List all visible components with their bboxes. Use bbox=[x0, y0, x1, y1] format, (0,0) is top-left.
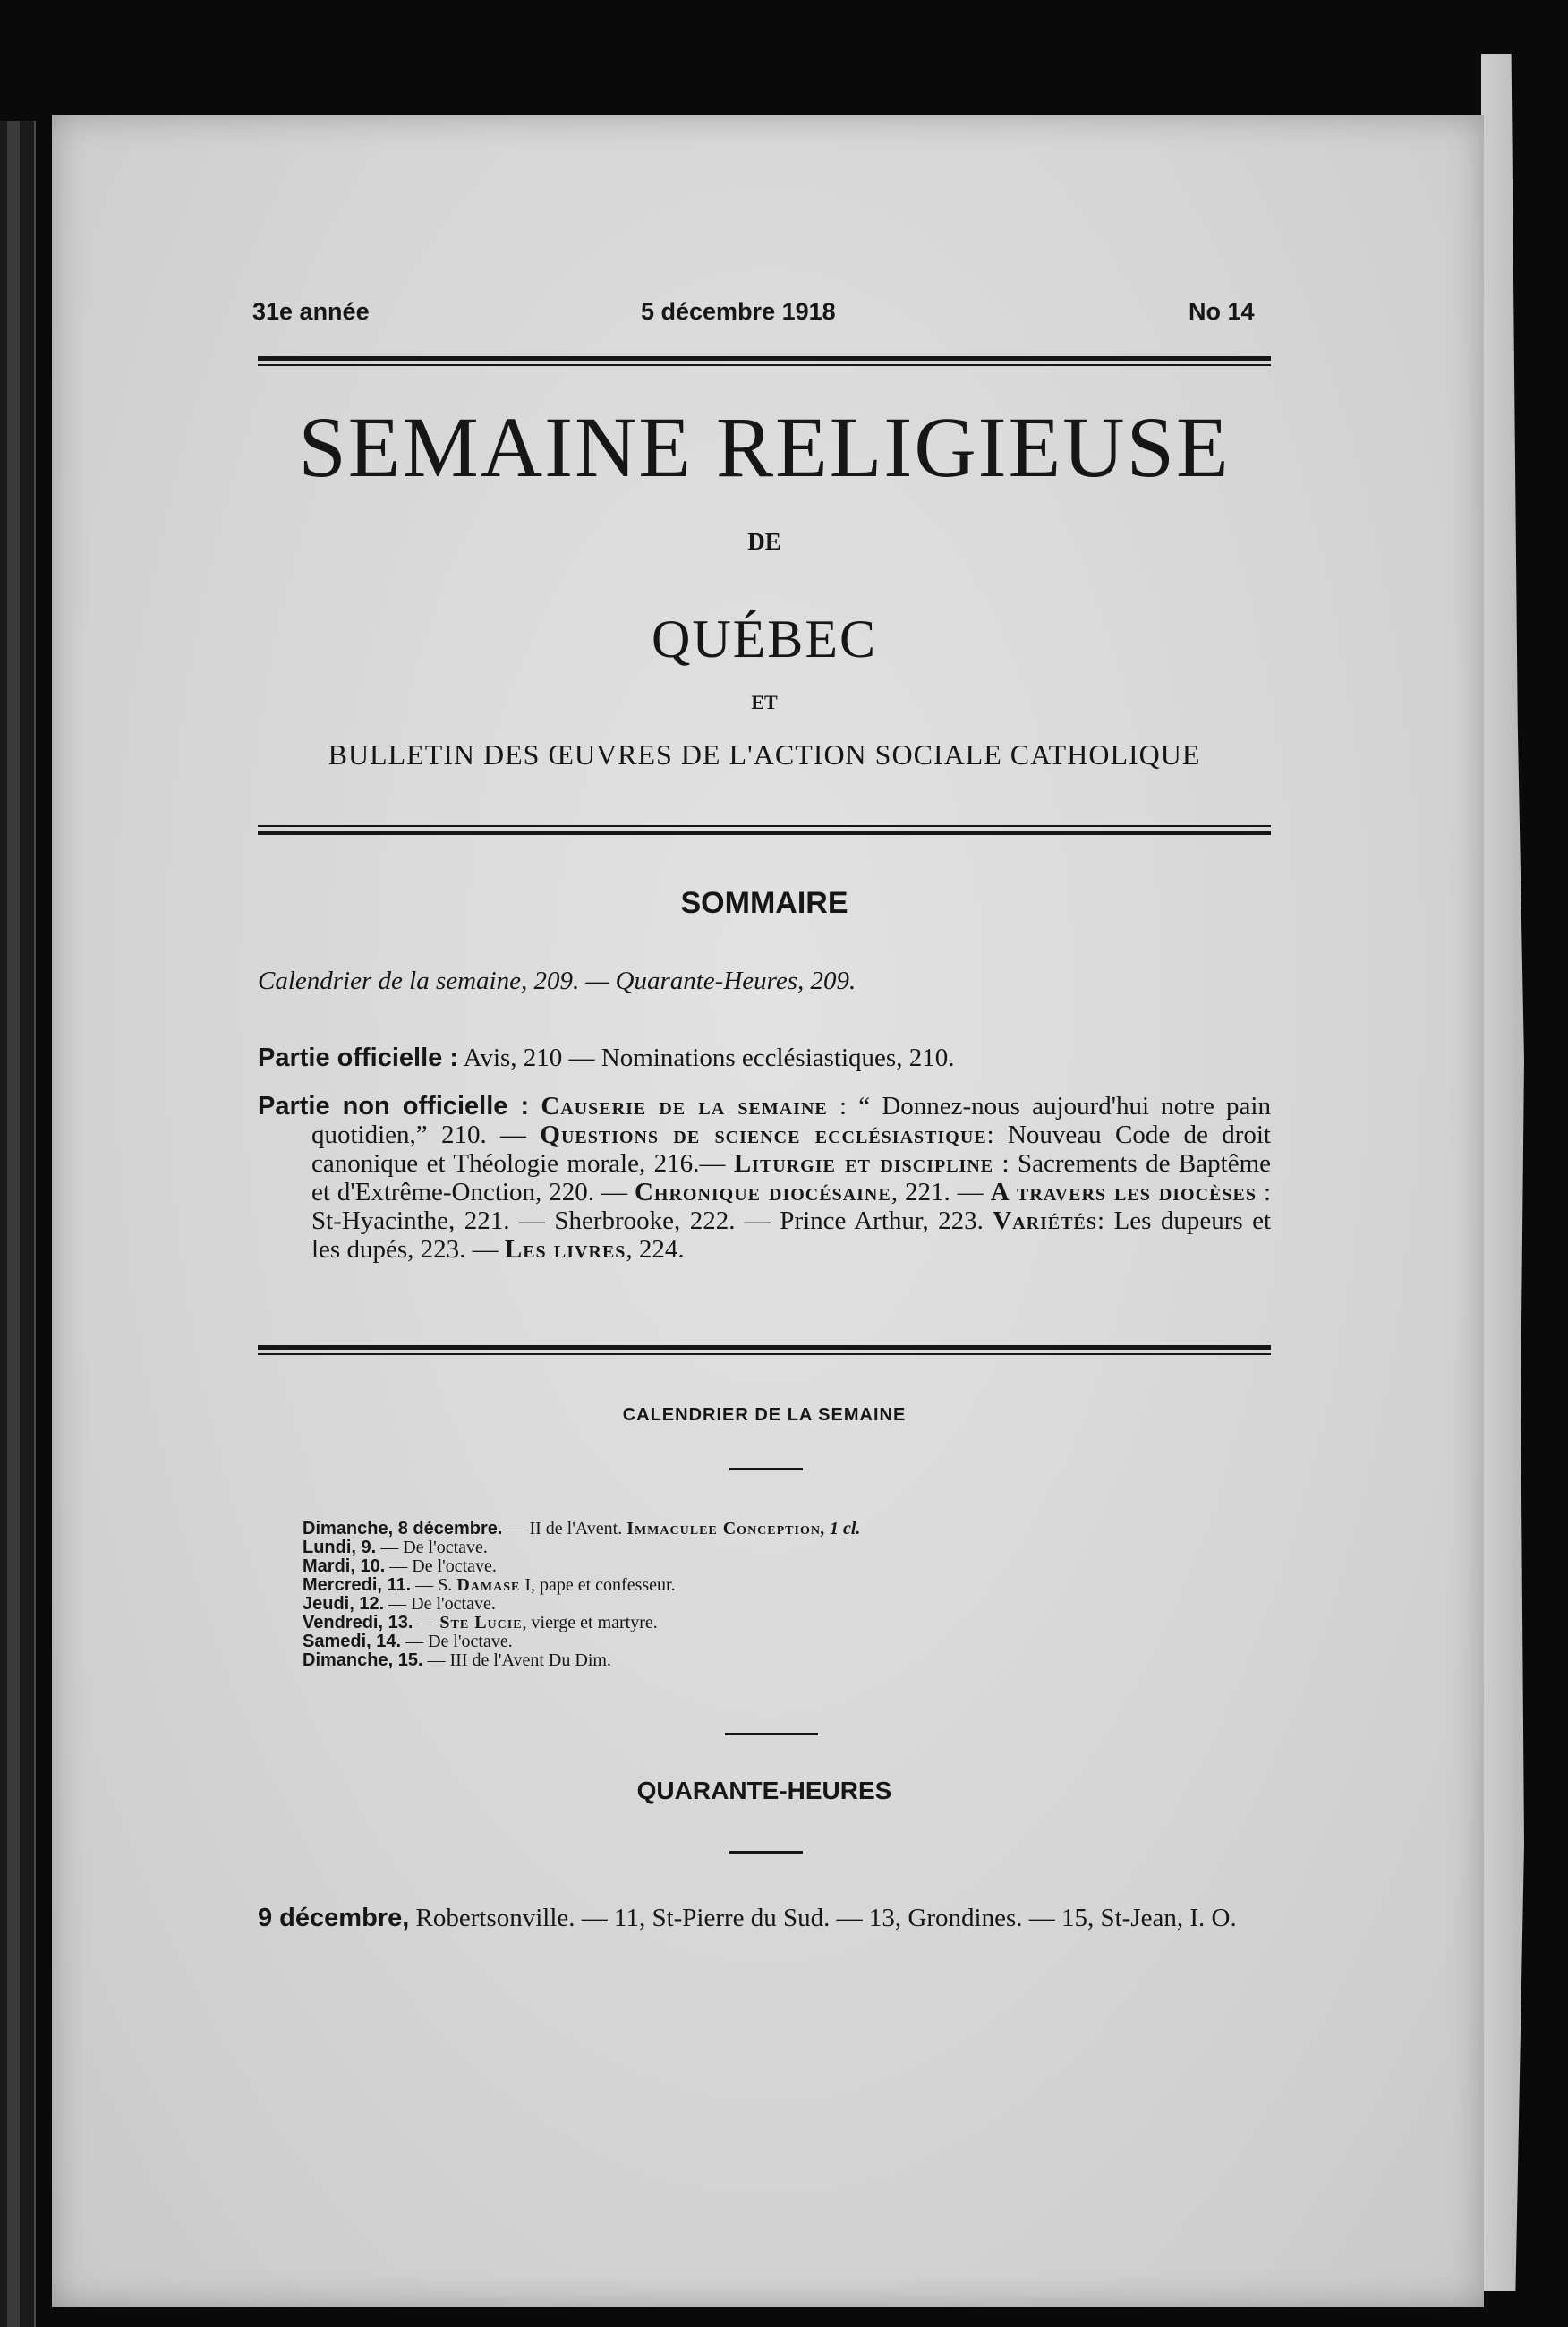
calendar-day: Jeudi, 12. bbox=[303, 1594, 385, 1614]
calendar-text: — De l'octave. bbox=[376, 1538, 488, 1557]
year-label: 31e année bbox=[252, 298, 370, 325]
summary-text-5: : St-Hyacinthe, 221. — Sherbrooke, 222. — Prince Arthur, 223. bbox=[311, 1178, 1272, 1235]
top-double-rule bbox=[258, 356, 1271, 366]
calendar-day: Samedi, 14. bbox=[303, 1632, 402, 1651]
issue-number: No 14 bbox=[1189, 298, 1255, 325]
masthead-et: ET bbox=[751, 691, 778, 713]
summary-text-1: : “ Donnez-nous aujourd'hui notre pain quotidien,” 210. — bbox=[311, 1092, 1271, 1149]
partie-officielle bbox=[258, 1044, 1271, 1072]
calendar-row bbox=[303, 1614, 1197, 1632]
masthead-bottom-rule bbox=[258, 825, 1271, 835]
partie-officielle-text: Avis, 210 — Nominations ecclésiastiques, 210. bbox=[463, 1044, 955, 1072]
summary-text-6: : Les dupeurs et les dupés, 223. — bbox=[311, 1206, 1272, 1264]
calendar-row bbox=[303, 1557, 1197, 1576]
calendar-row bbox=[303, 1595, 1197, 1614]
chronique-rubric: Chronique diocésaine bbox=[634, 1178, 891, 1206]
calendar-tail: , vierge et martyre. bbox=[522, 1613, 658, 1632]
calendar-row bbox=[303, 1539, 1197, 1557]
quarante-heures-text bbox=[258, 1905, 1271, 1932]
calendar-day: Dimanche, 8 décembre. bbox=[303, 1519, 503, 1539]
masthead-bulletin: BULLETIN DES ŒUVRES DE L'ACTION SOCIALE CATHOLIQUE bbox=[328, 738, 1201, 771]
partie-non-officielle-label: Partie non officielle : bbox=[258, 1092, 530, 1121]
calendar-text: — bbox=[413, 1613, 440, 1632]
calendar-tail: , 1 cl. bbox=[820, 1519, 861, 1539]
left-scan-border bbox=[0, 121, 36, 2327]
calendar-text: — De l'octave. bbox=[384, 1594, 496, 1614]
calendar-row bbox=[303, 1520, 1197, 1539]
calendar-row bbox=[303, 1576, 1197, 1595]
calendar-day: Dimanche, 15. bbox=[303, 1650, 423, 1670]
masthead-city: QUÉBEC bbox=[652, 609, 877, 669]
calendar-day: Mercredi, 11. bbox=[303, 1575, 412, 1595]
sommaire-bottom-rule bbox=[258, 1345, 1271, 1355]
issue-date: 5 décembre 1918 bbox=[641, 298, 836, 325]
calendar-day: Lundi, 9. bbox=[303, 1538, 377, 1557]
right-page-edge bbox=[1481, 54, 1524, 2291]
calendar-day: Mardi, 10. bbox=[303, 1556, 386, 1576]
a-travers-rubric: A travers les diocèses bbox=[990, 1178, 1257, 1206]
calendar-heading: CALENDRIER DE LA SEMAINE bbox=[622, 1405, 907, 1425]
quarante-heures-places: Robertsonville. — 11, St-Pierre du Sud. — 13, Grondines. — 15, St-Jean, I. O. bbox=[409, 1904, 1237, 1932]
calendar-tail: I, pape et confesseur. bbox=[520, 1575, 676, 1595]
calendar-row bbox=[303, 1632, 1197, 1651]
sommaire-calendar-line: Calendrier de la semaine, 209. — Quarante-Heures, 209. bbox=[258, 967, 856, 995]
calendar-feast: Immaculee Conception bbox=[626, 1519, 821, 1539]
partie-non-officielle bbox=[258, 1092, 1271, 1264]
livres-rubric: Les livres bbox=[504, 1235, 626, 1264]
calendar-rule bbox=[729, 1468, 803, 1470]
calendar-day: Vendredi, 13. bbox=[303, 1613, 413, 1632]
liturgie-rubric: Liturgie et discipline bbox=[733, 1149, 994, 1178]
calendar-text: — De l'octave. bbox=[385, 1556, 497, 1576]
questions-rubric: Questions de science ecclésiastique bbox=[540, 1121, 987, 1149]
quarante-heures-date: 9 décembre, bbox=[258, 1904, 410, 1932]
publication-title: SEMAINE RELIGIEUSE bbox=[298, 399, 1231, 495]
masthead-de: DE bbox=[747, 528, 781, 555]
summary-text-7: , 224. bbox=[626, 1235, 685, 1264]
summary-text-2: : Nouveau Code de droit canonique et Théologie morale, 216.— bbox=[311, 1121, 1271, 1178]
calendar-text: — III de l'Avent Du Dim. bbox=[422, 1650, 611, 1670]
calendar-text: — De l'octave. bbox=[401, 1632, 513, 1651]
quarante-heures-heading: QUARANTE-HEURES bbox=[636, 1777, 892, 1804]
varietes-rubric: Variétés bbox=[993, 1206, 1098, 1235]
calendar-list bbox=[303, 1520, 1197, 1670]
calendar-feast: Damase bbox=[456, 1575, 521, 1595]
partie-officielle-label: Partie officielle : bbox=[258, 1044, 459, 1072]
calendar-feast: Ste Lucie bbox=[439, 1613, 523, 1632]
calendar-bottom-rule bbox=[725, 1733, 818, 1735]
quarante-heures-rule bbox=[729, 1851, 803, 1854]
calendar-row bbox=[303, 1651, 1197, 1670]
sommaire-heading: SOMMAIRE bbox=[680, 886, 848, 920]
adjacent-page-edge bbox=[7, 121, 20, 2327]
summary-text-4: , 221. — bbox=[891, 1178, 991, 1206]
calendar-text: — S. bbox=[411, 1575, 457, 1595]
summary-text-3: : Sacrements de Baptême et d'Extrême-Onction, 220. — bbox=[311, 1149, 1272, 1206]
calendar-text: — II de l'Avent. bbox=[502, 1519, 627, 1539]
causerie-rubric: Causerie de la semaine bbox=[541, 1092, 828, 1121]
